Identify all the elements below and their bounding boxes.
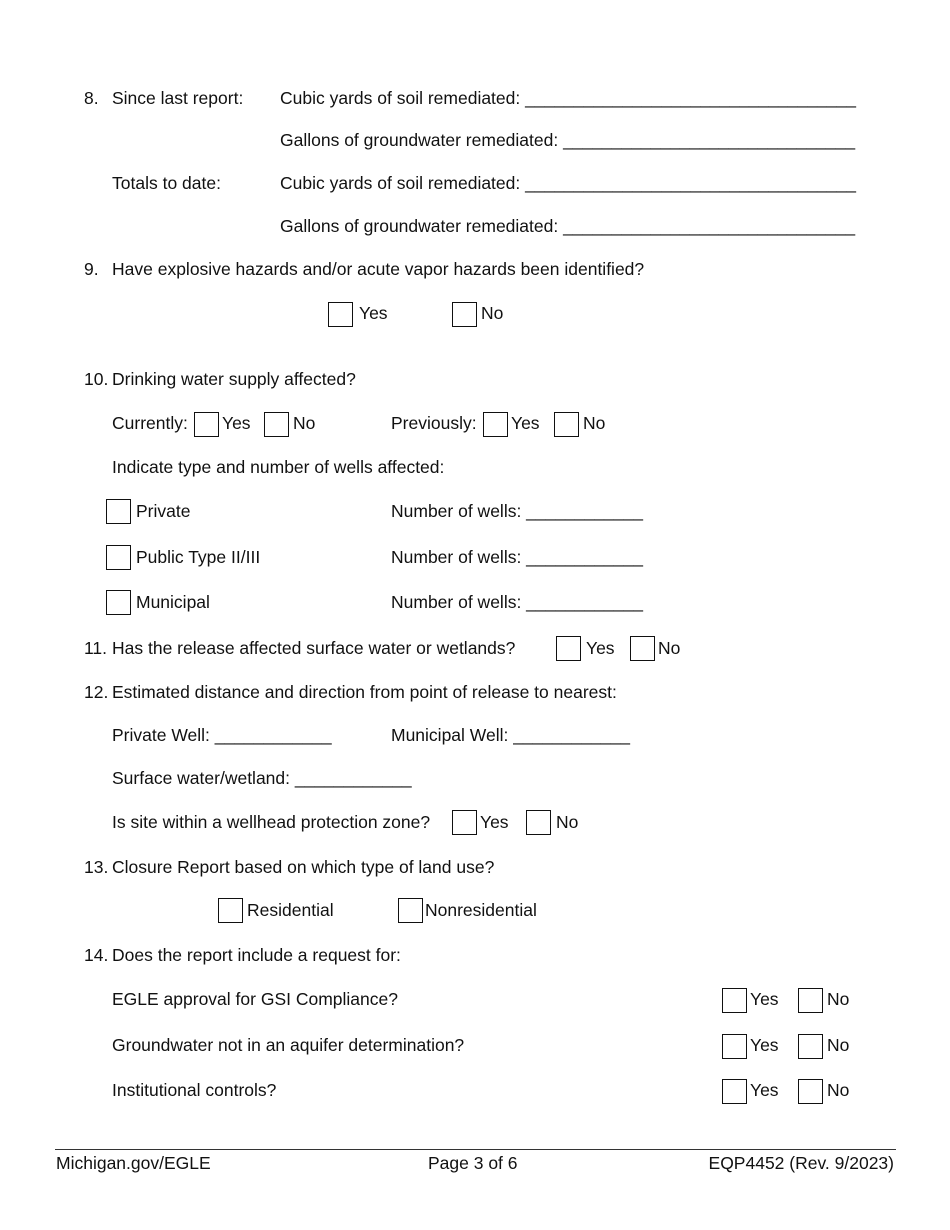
q11-question: Has the release affected surface water or wetlands? [112, 638, 516, 658]
q13-number: 13. [84, 857, 109, 877]
aquifer-yes-checkbox[interactable] [722, 1034, 747, 1059]
wellhead-no-checkbox[interactable] [526, 810, 551, 835]
previously-yes-label: Yes [511, 413, 540, 433]
nonresidential-label: Nonresidential [425, 900, 537, 920]
gsi-compliance-item: EGLE approval for GSI Compliance? [112, 989, 398, 1009]
q10-question: Drinking water supply affected? [112, 369, 356, 389]
previously-yes-checkbox[interactable] [483, 412, 508, 437]
institutional-yes-checkbox[interactable] [722, 1079, 747, 1104]
since-soil-field[interactable]: Cubic yards of soil remediated: __________________________________ [280, 88, 857, 108]
q8-totals-label: Totals to date: [112, 173, 221, 193]
wells-prompt: Indicate type and number of wells affected: [112, 457, 445, 477]
q10-number: 10. [84, 369, 109, 389]
q11-yes-checkbox[interactable] [556, 636, 581, 661]
institutional-controls-item: Institutional controls? [112, 1080, 277, 1100]
q11-no-checkbox[interactable] [630, 636, 655, 661]
public-wells-count-field[interactable]: Number of wells: ____________ [391, 547, 643, 567]
gsi-no-label: No [827, 989, 850, 1009]
wellhead-no-label: No [556, 812, 579, 832]
currently-yes-checkbox[interactable] [194, 412, 219, 437]
currently-label: Currently: [112, 413, 188, 433]
q9-no-label: No [481, 303, 504, 323]
q13-question: Closure Report based on which type of land use? [112, 857, 495, 877]
residential-label: Residential [247, 900, 334, 920]
residential-checkbox[interactable] [218, 898, 243, 923]
institutional-no-label: No [827, 1080, 850, 1100]
municipal-well-distance-field[interactable]: Municipal Well: ____________ [391, 725, 631, 745]
totals-groundwater-field[interactable]: Gallons of groundwater remediated: ______________________________ [280, 216, 856, 236]
footer-website: Michigan.gov/EGLE [56, 1153, 211, 1173]
private-well-distance-field[interactable]: Private Well: ____________ [112, 725, 332, 745]
q9-yes-label: Yes [359, 303, 388, 323]
municipal-well-label: Municipal [136, 592, 210, 612]
wellhead-yes-label: Yes [480, 812, 509, 832]
aquifer-item: Groundwater not in an aquifer determination? [112, 1035, 465, 1055]
institutional-no-checkbox[interactable] [798, 1079, 823, 1104]
gsi-yes-label: Yes [750, 989, 779, 1009]
public-well-checkbox[interactable] [106, 545, 131, 570]
previously-no-checkbox[interactable] [554, 412, 579, 437]
currently-no-label: No [293, 413, 316, 433]
q11-yes-label: Yes [586, 638, 615, 658]
q8-since-label: Since last report: [112, 88, 244, 108]
q12-number: 12. [84, 682, 109, 702]
previously-label: Previously: [391, 413, 477, 433]
q12-question: Estimated distance and direction from point of release to nearest: [112, 682, 617, 702]
previously-no-label: No [583, 413, 606, 433]
gsi-yes-checkbox[interactable] [722, 988, 747, 1013]
aquifer-no-checkbox[interactable] [798, 1034, 823, 1059]
q14-question: Does the report include a request for: [112, 945, 401, 965]
q11-no-label: No [658, 638, 681, 658]
aquifer-no-label: No [827, 1035, 850, 1055]
footer-divider [55, 1149, 896, 1150]
private-well-label: Private [136, 501, 191, 521]
aquifer-yes-label: Yes [750, 1035, 779, 1055]
wellhead-yes-checkbox[interactable] [452, 810, 477, 835]
footer-page-number: Page 3 of 6 [428, 1153, 518, 1173]
nonresidential-checkbox[interactable] [398, 898, 423, 923]
wellhead-question: Is site within a wellhead protection zone? [112, 812, 431, 832]
totals-soil-field[interactable]: Cubic yards of soil remediated: __________________________________ [280, 173, 857, 193]
since-groundwater-field[interactable]: Gallons of groundwater remediated: ______________________________ [280, 130, 856, 150]
currently-yes-label: Yes [222, 413, 251, 433]
q9-yes-checkbox[interactable] [328, 302, 353, 327]
q9-number: 9. [84, 259, 99, 279]
private-wells-count-field[interactable]: Number of wells: ____________ [391, 501, 643, 521]
surface-water-distance-field[interactable]: Surface water/wetland: ____________ [112, 768, 412, 788]
institutional-yes-label: Yes [750, 1080, 779, 1100]
q9-question: Have explosive hazards and/or acute vapor hazards been identified? [112, 259, 645, 279]
private-well-checkbox[interactable] [106, 499, 131, 524]
q9-no-checkbox[interactable] [452, 302, 477, 327]
public-well-label: Public Type II/III [136, 547, 261, 567]
municipal-well-checkbox[interactable] [106, 590, 131, 615]
municipal-wells-count-field[interactable]: Number of wells: ____________ [391, 592, 643, 612]
footer-form-id: EQP4452 (Rev. 9/2023) [708, 1153, 894, 1173]
currently-no-checkbox[interactable] [264, 412, 289, 437]
q14-number: 14. [84, 945, 109, 965]
q11-number: 11. [84, 638, 108, 658]
gsi-no-checkbox[interactable] [798, 988, 823, 1013]
q8-number: 8. [84, 88, 99, 108]
